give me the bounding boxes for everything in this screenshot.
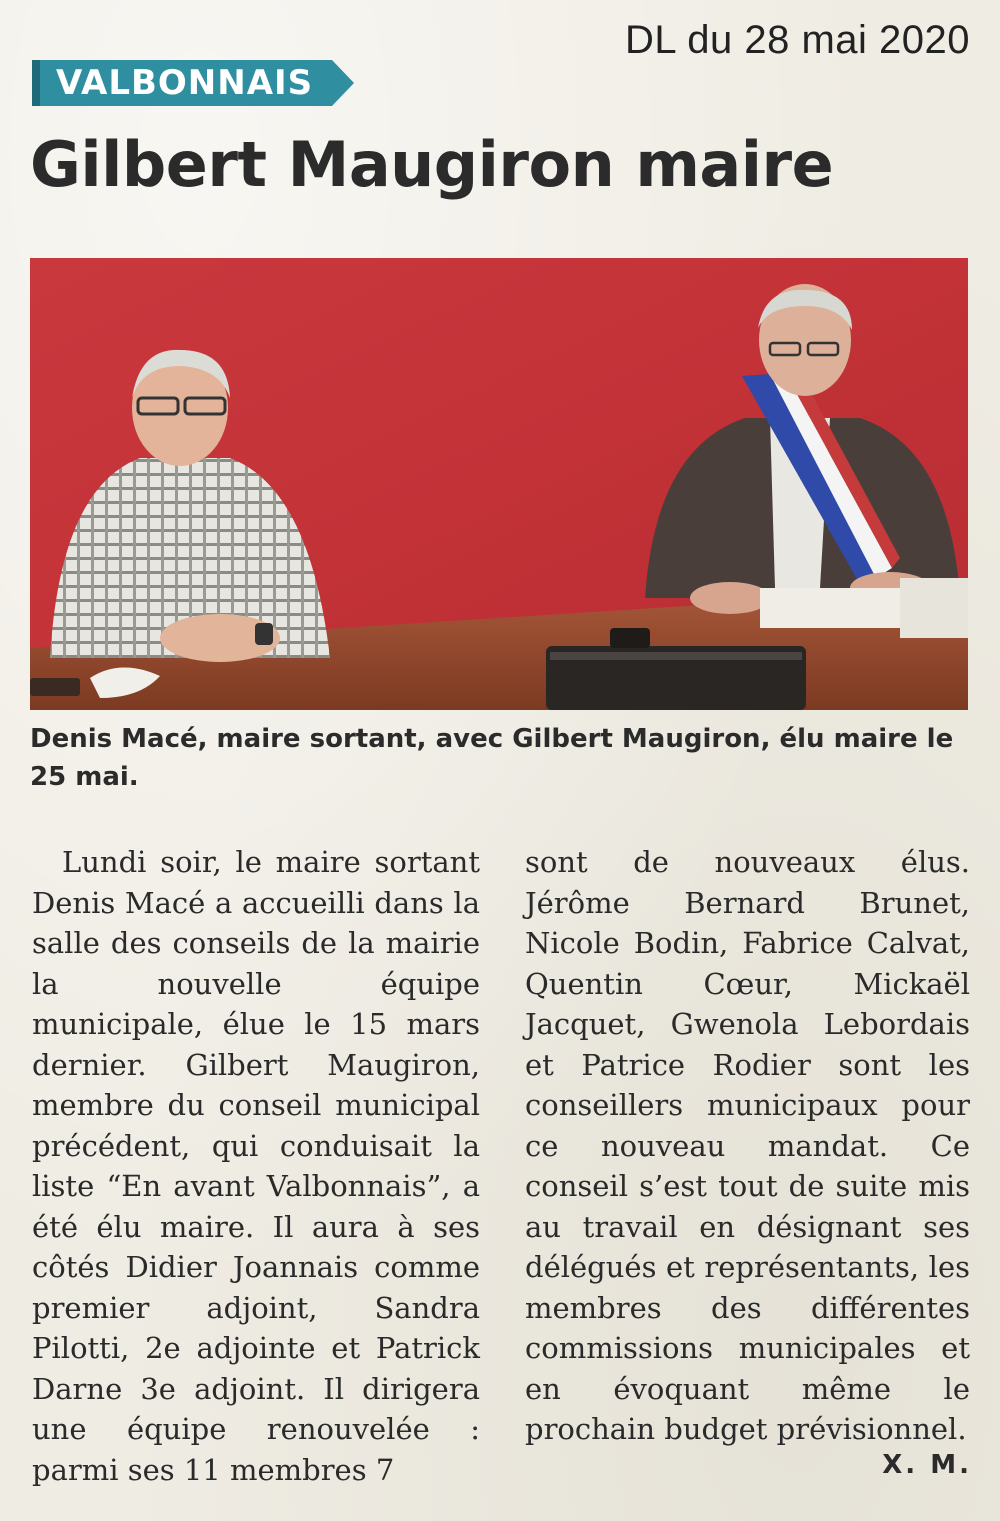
photo-caption: Denis Macé, maire sortant, avec Gilbert Maugiron, élu maire le 25 mai. xyxy=(30,724,954,792)
article-body-left-column: Lundi soir, le maire sortant Denis Macé a accueilli dans la salle des conseils de la mairie la nouvelle équipe municipale, élue le 15 mars dernier. Gilbert Maugiron, membre du conseil municipal précédent, qui conduisait la liste “En avant Valbonnais”, a été élu maire. Il aura à ses côtés Didier Joannais comme premier adjoint, Sandra Pilotti, 2e adjointe et Patrick Darne 3e adjoint. Il dirigera une équipe renouvelée : parmi ses 11 membres 7 xyxy=(32,845,480,1487)
kicker-accent xyxy=(32,60,40,106)
article-body-right-column: sont de nouveaux élus. Jérôme Bernard Brunet, Nicole Bodin, Fabrice Calvat, Quentin Cœur, Mickaël Jacquet, Gwenola Lebordais et Patrice Rodier sont les conseillers municipaux pour ce nouveau mandat. Ce conseil s’est tout de suite mis au travail en désignant ses délégués et représentants, les membres des différentes commissions municipales et en évoquant même le prochain budget prévisionnel. xyxy=(525,845,970,1446)
article-headline: Gilbert Maugiron maire xyxy=(30,128,834,201)
photo-illustration xyxy=(30,258,968,710)
article-photo xyxy=(30,258,968,710)
author-initials: X. M. xyxy=(882,1450,972,1480)
source-date-note: DL du 28 mai 2020 xyxy=(624,18,970,62)
section-kicker: VALBONNAIS xyxy=(32,60,332,106)
kicker-arrow-shape xyxy=(332,60,354,106)
